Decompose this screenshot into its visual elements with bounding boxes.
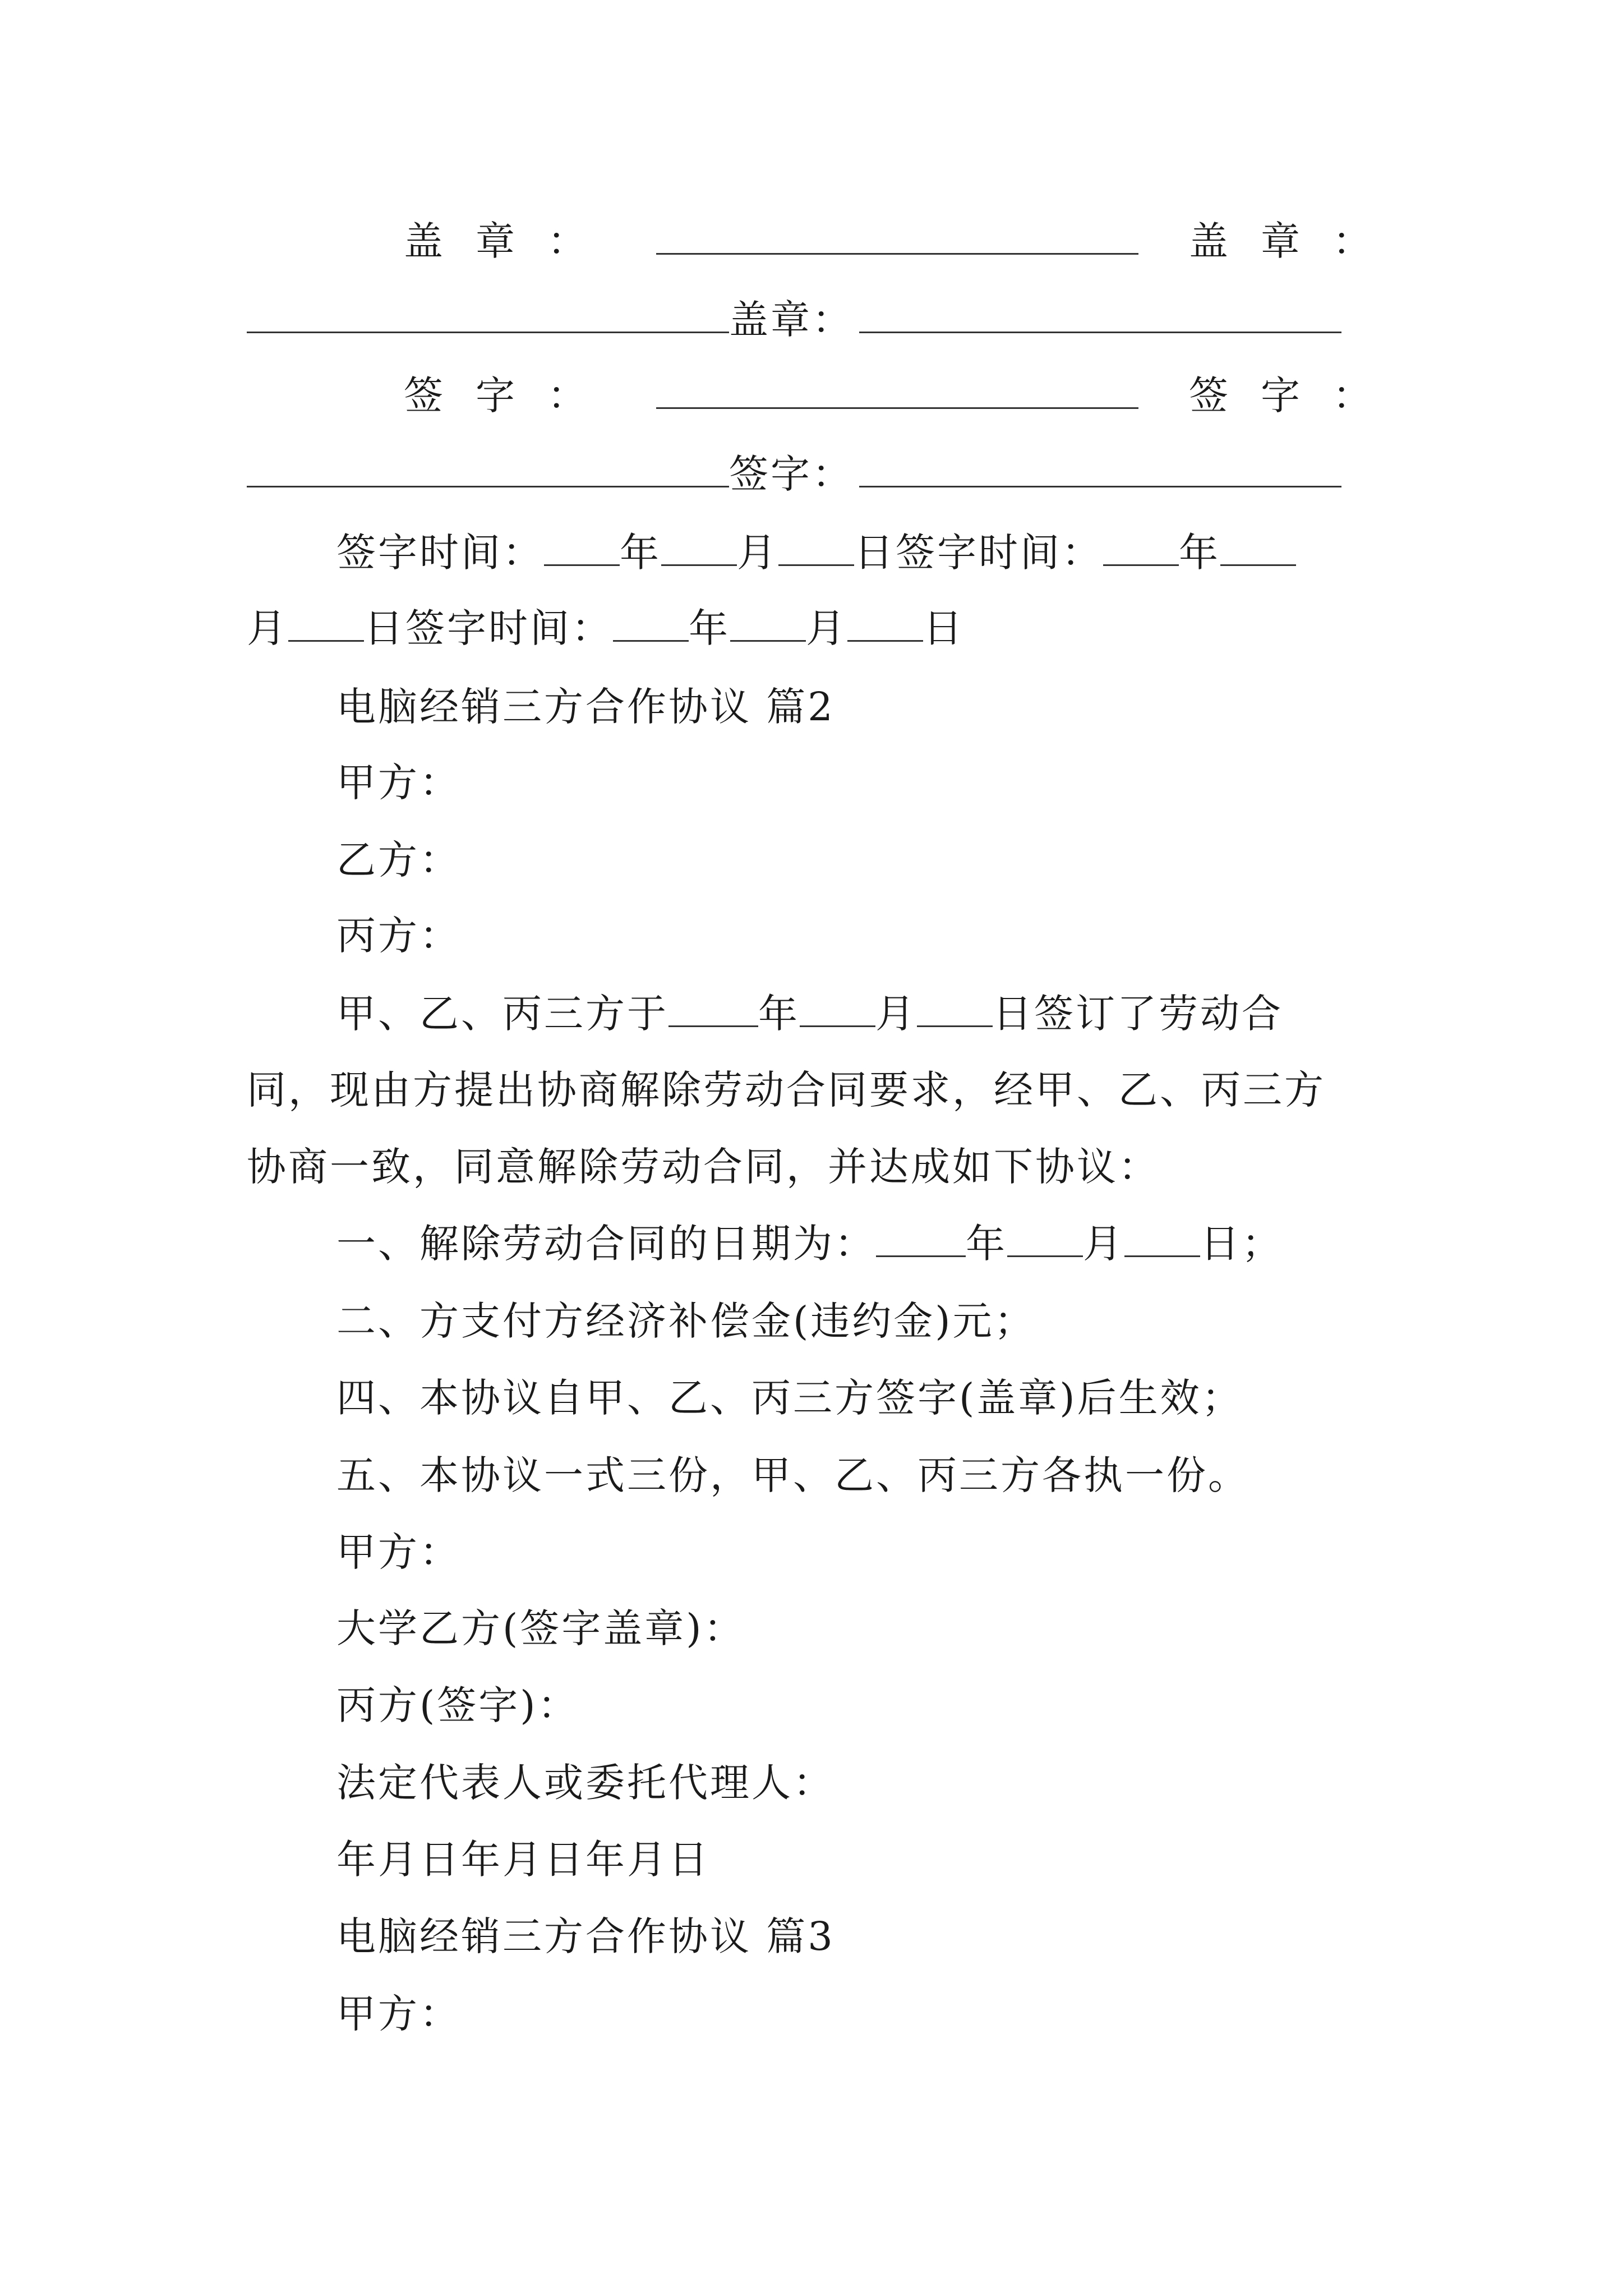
signature-party-c: 丙方(签字)： xyxy=(336,1682,579,1728)
party-a-label: 甲方： xyxy=(336,760,461,806)
sign-line-1 xyxy=(404,370,1138,421)
sign-time-label: 签字时间： xyxy=(896,530,1103,576)
sign-time-line-1 xyxy=(336,527,1296,578)
year-text: 年 xyxy=(689,605,730,651)
day-text: 日 xyxy=(364,605,405,651)
sign-time-line-2 xyxy=(247,603,965,654)
section-2-title: 电脑经销三方合作协议 篇2 xyxy=(336,684,835,730)
day-blank xyxy=(917,992,993,1027)
year-text: 年 xyxy=(758,991,800,1037)
signature-dates: 年月日年月日年月日 xyxy=(336,1837,710,1883)
agreement-item-2: 二、方支付方经济补偿金(违约金)元； xyxy=(336,1298,1036,1344)
month-blank xyxy=(730,606,806,642)
intro-start: 甲、乙、丙三方于 xyxy=(336,991,668,1037)
section-3-party-a-label: 甲方： xyxy=(336,1991,461,2037)
agreement-item-4: 四、本协议自甲、乙、丙三方签字(盖章)后生效； xyxy=(336,1375,1243,1421)
sign-label: 签字： xyxy=(1189,372,1404,418)
agreement-item-5: 五、本协议一式三份，甲、乙、丙三方各执一份。 xyxy=(336,1452,1249,1498)
year-blank xyxy=(876,1222,966,1257)
year-text: 年 xyxy=(620,530,661,576)
month-blank xyxy=(800,992,875,1027)
month-blank xyxy=(1007,1222,1083,1257)
party-b-label: 乙方： xyxy=(336,837,461,883)
day-text: 日 xyxy=(923,605,965,651)
seal-label: 盖章： xyxy=(1189,218,1404,264)
agreement-item-1 xyxy=(336,1218,1283,1269)
sign-time-label: 签字时间： xyxy=(336,530,544,576)
sign-line-2 xyxy=(247,449,1341,499)
signature-party-a: 甲方： xyxy=(336,1529,461,1575)
month-text: 月 xyxy=(247,605,288,651)
month-text: 月 xyxy=(737,530,778,576)
intro-end: 日签订了劳动合 xyxy=(993,991,1283,1037)
day-blank xyxy=(847,606,923,642)
year-blank xyxy=(544,531,620,566)
seal-label: 盖章： xyxy=(729,297,854,343)
party-c-label: 丙方： xyxy=(336,913,461,959)
year-blank xyxy=(668,992,758,1027)
seal-label-right xyxy=(1189,216,1404,266)
year-blank xyxy=(613,606,689,642)
intro-paragraph-line-1 xyxy=(336,988,1283,1039)
section-3-title: 电脑经销三方合作协议 篇3 xyxy=(336,1913,835,1959)
item-1-text: 一、解除劳动合同的日期为： xyxy=(336,1221,876,1267)
year-blank xyxy=(1103,531,1179,566)
sign-label-right xyxy=(1189,370,1404,421)
year-text: 年 xyxy=(966,1221,1007,1267)
day-blank xyxy=(288,606,364,642)
sign-blank xyxy=(247,452,729,487)
sign-blank xyxy=(656,374,1138,409)
seal-line-1 xyxy=(404,216,1138,266)
sign-blank xyxy=(859,452,1341,487)
month-text: 月 xyxy=(1083,1221,1124,1267)
intro-paragraph-line-2: 同，现由方提出协商解除劳动合同要求，经甲、乙、丙三方 xyxy=(247,1067,1326,1113)
seal-line-2 xyxy=(247,295,1341,345)
day-text: 日； xyxy=(1200,1221,1283,1267)
year-text: 年 xyxy=(1179,530,1220,576)
month-text: 月 xyxy=(875,991,917,1037)
seal-blank xyxy=(656,219,1138,255)
sign-label: 签字： xyxy=(729,451,854,497)
month-blank xyxy=(661,531,737,566)
month-blank xyxy=(1220,531,1296,566)
sign-label: 签字： xyxy=(404,372,619,418)
intro-paragraph-line-3: 协商一致，同意解除劳动合同，并达成如下协议： xyxy=(247,1144,1160,1190)
seal-label: 盖章： xyxy=(404,218,619,264)
seal-blank xyxy=(859,298,1341,333)
legal-representative: 法定代表人或委托代理人： xyxy=(336,1760,834,1806)
day-blank xyxy=(1124,1222,1200,1257)
day-blank xyxy=(778,531,854,566)
month-text: 月 xyxy=(806,605,847,651)
sign-time-label: 签字时间： xyxy=(405,605,613,651)
seal-blank xyxy=(247,298,729,333)
day-text: 日 xyxy=(854,530,896,576)
signature-party-b: 大学乙方(签字盖章)： xyxy=(336,1605,745,1651)
